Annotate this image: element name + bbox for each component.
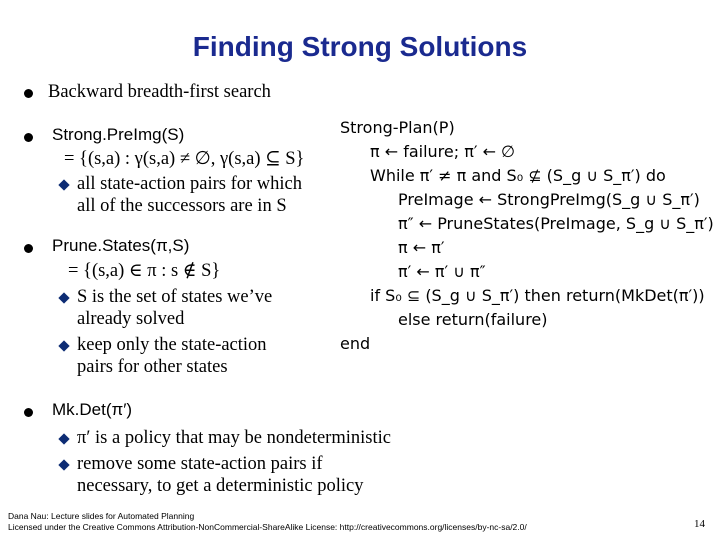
bullet-dot (24, 408, 33, 417)
bullet-backward-search: Backward breadth-first search (48, 82, 271, 102)
bullet-dot (24, 89, 33, 98)
strong-preimg-definition: = {(s,a) : γ(s,a) ≠ ∅, γ(s,a) ⊆ S} (64, 149, 305, 169)
algo-line-end: end (340, 334, 371, 353)
bullet-dot (24, 133, 33, 142)
algo-line-else: else return(failure) (398, 310, 548, 329)
algo-line-assign: π ← π′ (398, 238, 445, 257)
bullet-dot (24, 244, 33, 253)
sub-bullet-diamond (58, 340, 69, 351)
algo-line-if: if S₀ ⊆ (S_g ∪ S_π′) then return(MkDet(π′)) (370, 286, 705, 305)
algo-line-header: Strong-Plan(P) (340, 118, 455, 137)
algo-line-init: π ← failure; π′ ← ∅ (370, 142, 516, 161)
footer-credit: Dana Nau: Lecture slides for Automated Planning (8, 511, 195, 521)
sub-bullet-diamond (58, 292, 69, 303)
prune-states-note2-line2: pairs for other states (77, 357, 228, 377)
algo-line-preimage: PreImage ← StrongPreImg(S_g ∪ S_π′) (398, 190, 700, 209)
footer-license: Licensed under the Creative Commons Attribution-NonCommercial-ShareAlike License: http://creativecommons.org/licenses/by-nc-sa/2.0/ (8, 522, 527, 532)
algo-line-while: While π′ ≠ π and S₀ ⊈ (S_g ∪ S_π′) do (370, 166, 666, 185)
strong-preimg-note-line2: all of the successors are in S (77, 196, 287, 216)
algo-line-prune: π″ ← PruneStates(PreImage, S_g ∪ S_π′) (398, 214, 714, 233)
slide-title: Finding Strong Solutions (192, 31, 528, 62)
prune-states-note1-line1: S is the set of states we’ve (77, 287, 273, 307)
prune-states-heading: Prune.States(π,S) (52, 236, 190, 255)
prune-states-definition: = {(s,a) ∈ π : s ∉ S} (68, 261, 221, 281)
mkdet-note1: π′ is a policy that may be nondeterministic (77, 428, 391, 448)
sub-bullet-diamond (58, 179, 69, 190)
prune-states-note1-line2: already solved (77, 309, 185, 329)
mkdet-note2-line1: remove some state-action pairs if (77, 454, 323, 474)
sub-bullet-diamond (58, 459, 69, 470)
strong-preimg-note-line1: all state-action pairs for which (77, 174, 302, 194)
sub-bullet-diamond (58, 433, 69, 444)
prune-states-note2-line1: keep only the state-action (77, 335, 267, 355)
page-number: 14 (694, 518, 705, 530)
algo-line-union: π′ ← π′ ∪ π″ (398, 262, 486, 281)
strong-preimg-heading: Strong.PreImg(S) (52, 125, 185, 144)
mkdet-heading: Mk.Det(π′) (52, 400, 133, 419)
mkdet-note2-line2: necessary, to get a deterministic policy (77, 476, 364, 496)
